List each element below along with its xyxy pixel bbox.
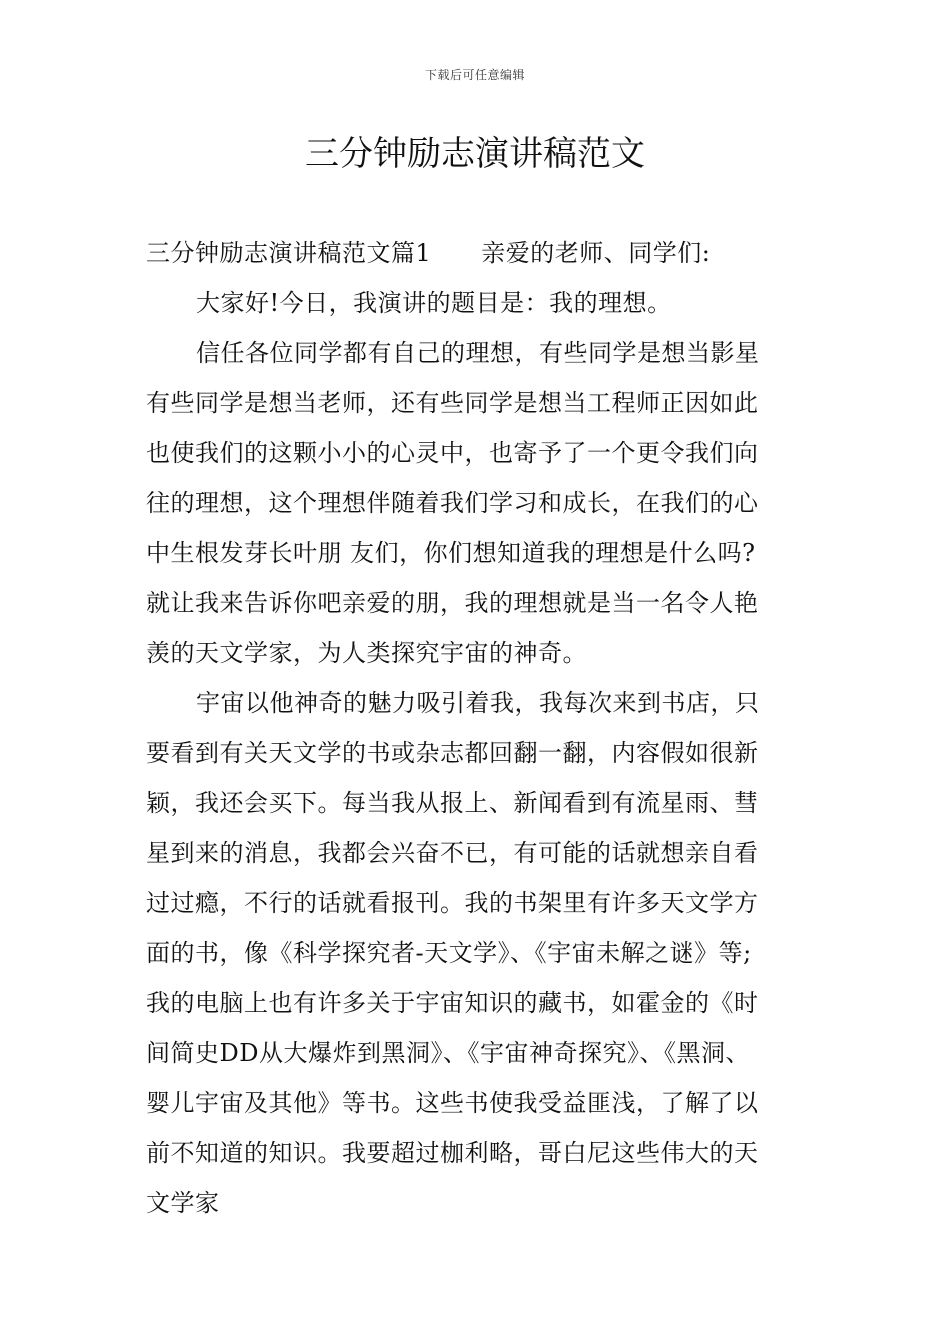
document-title: 三分钟励志演讲稿范文 [305, 134, 645, 174]
text-line: 羡的天文学家，为人类探究宇宙的神奇。 [146, 639, 587, 667]
text-line: 宇宙以他神奇的魅力吸引着我，我每次来到书店，只 [196, 689, 760, 717]
text-line: 星到来的消息，我都会兴奋不已，有可能的话就想亲自看 [146, 839, 759, 867]
text-line: 往的理想，这个理想伴随着我们学习和成长，在我们的心 [146, 489, 759, 517]
text-line: 信任各位同学都有自己的理想，有些同学是想当影星 [196, 339, 760, 367]
header-note: 下载后可任意编辑 [424, 68, 525, 82]
text-line: 中生根发芽长叶朋 友们，你们想知道我的理想是什么吗? [146, 539, 756, 567]
text-line: 我的电脑上也有许多关于宇宙知识的藏书，如霍金的《时 [146, 989, 759, 1017]
text-line: 有些同学是想当老师，还有些同学是想当工程师正因如此 [146, 389, 759, 417]
text-line: 面的书，像《科学探究者-天文学》、《宇宙未解之谜》等; [146, 939, 752, 967]
text-line: 大家好!今日，我演讲的题目是：我的理想。 [196, 289, 672, 317]
text-line [146, 228, 826, 278]
text-line: 过过瘾，不行的话就看报刊。我的书架里有许多天文学方 [146, 889, 759, 917]
text-line: 文学家 [146, 1189, 220, 1217]
text-line: 婴儿宇宙及其他》等书。这些书使我受益匪浅，了解了以 [146, 1089, 759, 1117]
section-heading: 三分钟励志演讲稿范文篇1 [146, 239, 432, 267]
document-body [146, 228, 826, 1228]
text-line: 也使我们的这颗小小的心灵中，也寄予了一个更令我们向 [146, 439, 759, 467]
text-line: 要看到有关天文学的书或杂志都回翻一翻，内容假如很新 [146, 739, 759, 767]
text-line: 间简史DD从大爆炸到黑洞》、《宇宙神奇探究》、《黑洞、 [146, 1039, 750, 1067]
text-line: 前不知道的知识。我要超过枷利略，哥白尼这些伟大的天 [146, 1139, 759, 1167]
salutation: 亲爱的老师、同学们: [481, 239, 711, 267]
text-line: 颖，我还会买下。每当我从报上、新闻看到有流星雨、彗 [146, 789, 759, 817]
text-line: 就让我来告诉你吧亲爱的朋，我的理想就是当一名令人艳 [146, 589, 759, 617]
